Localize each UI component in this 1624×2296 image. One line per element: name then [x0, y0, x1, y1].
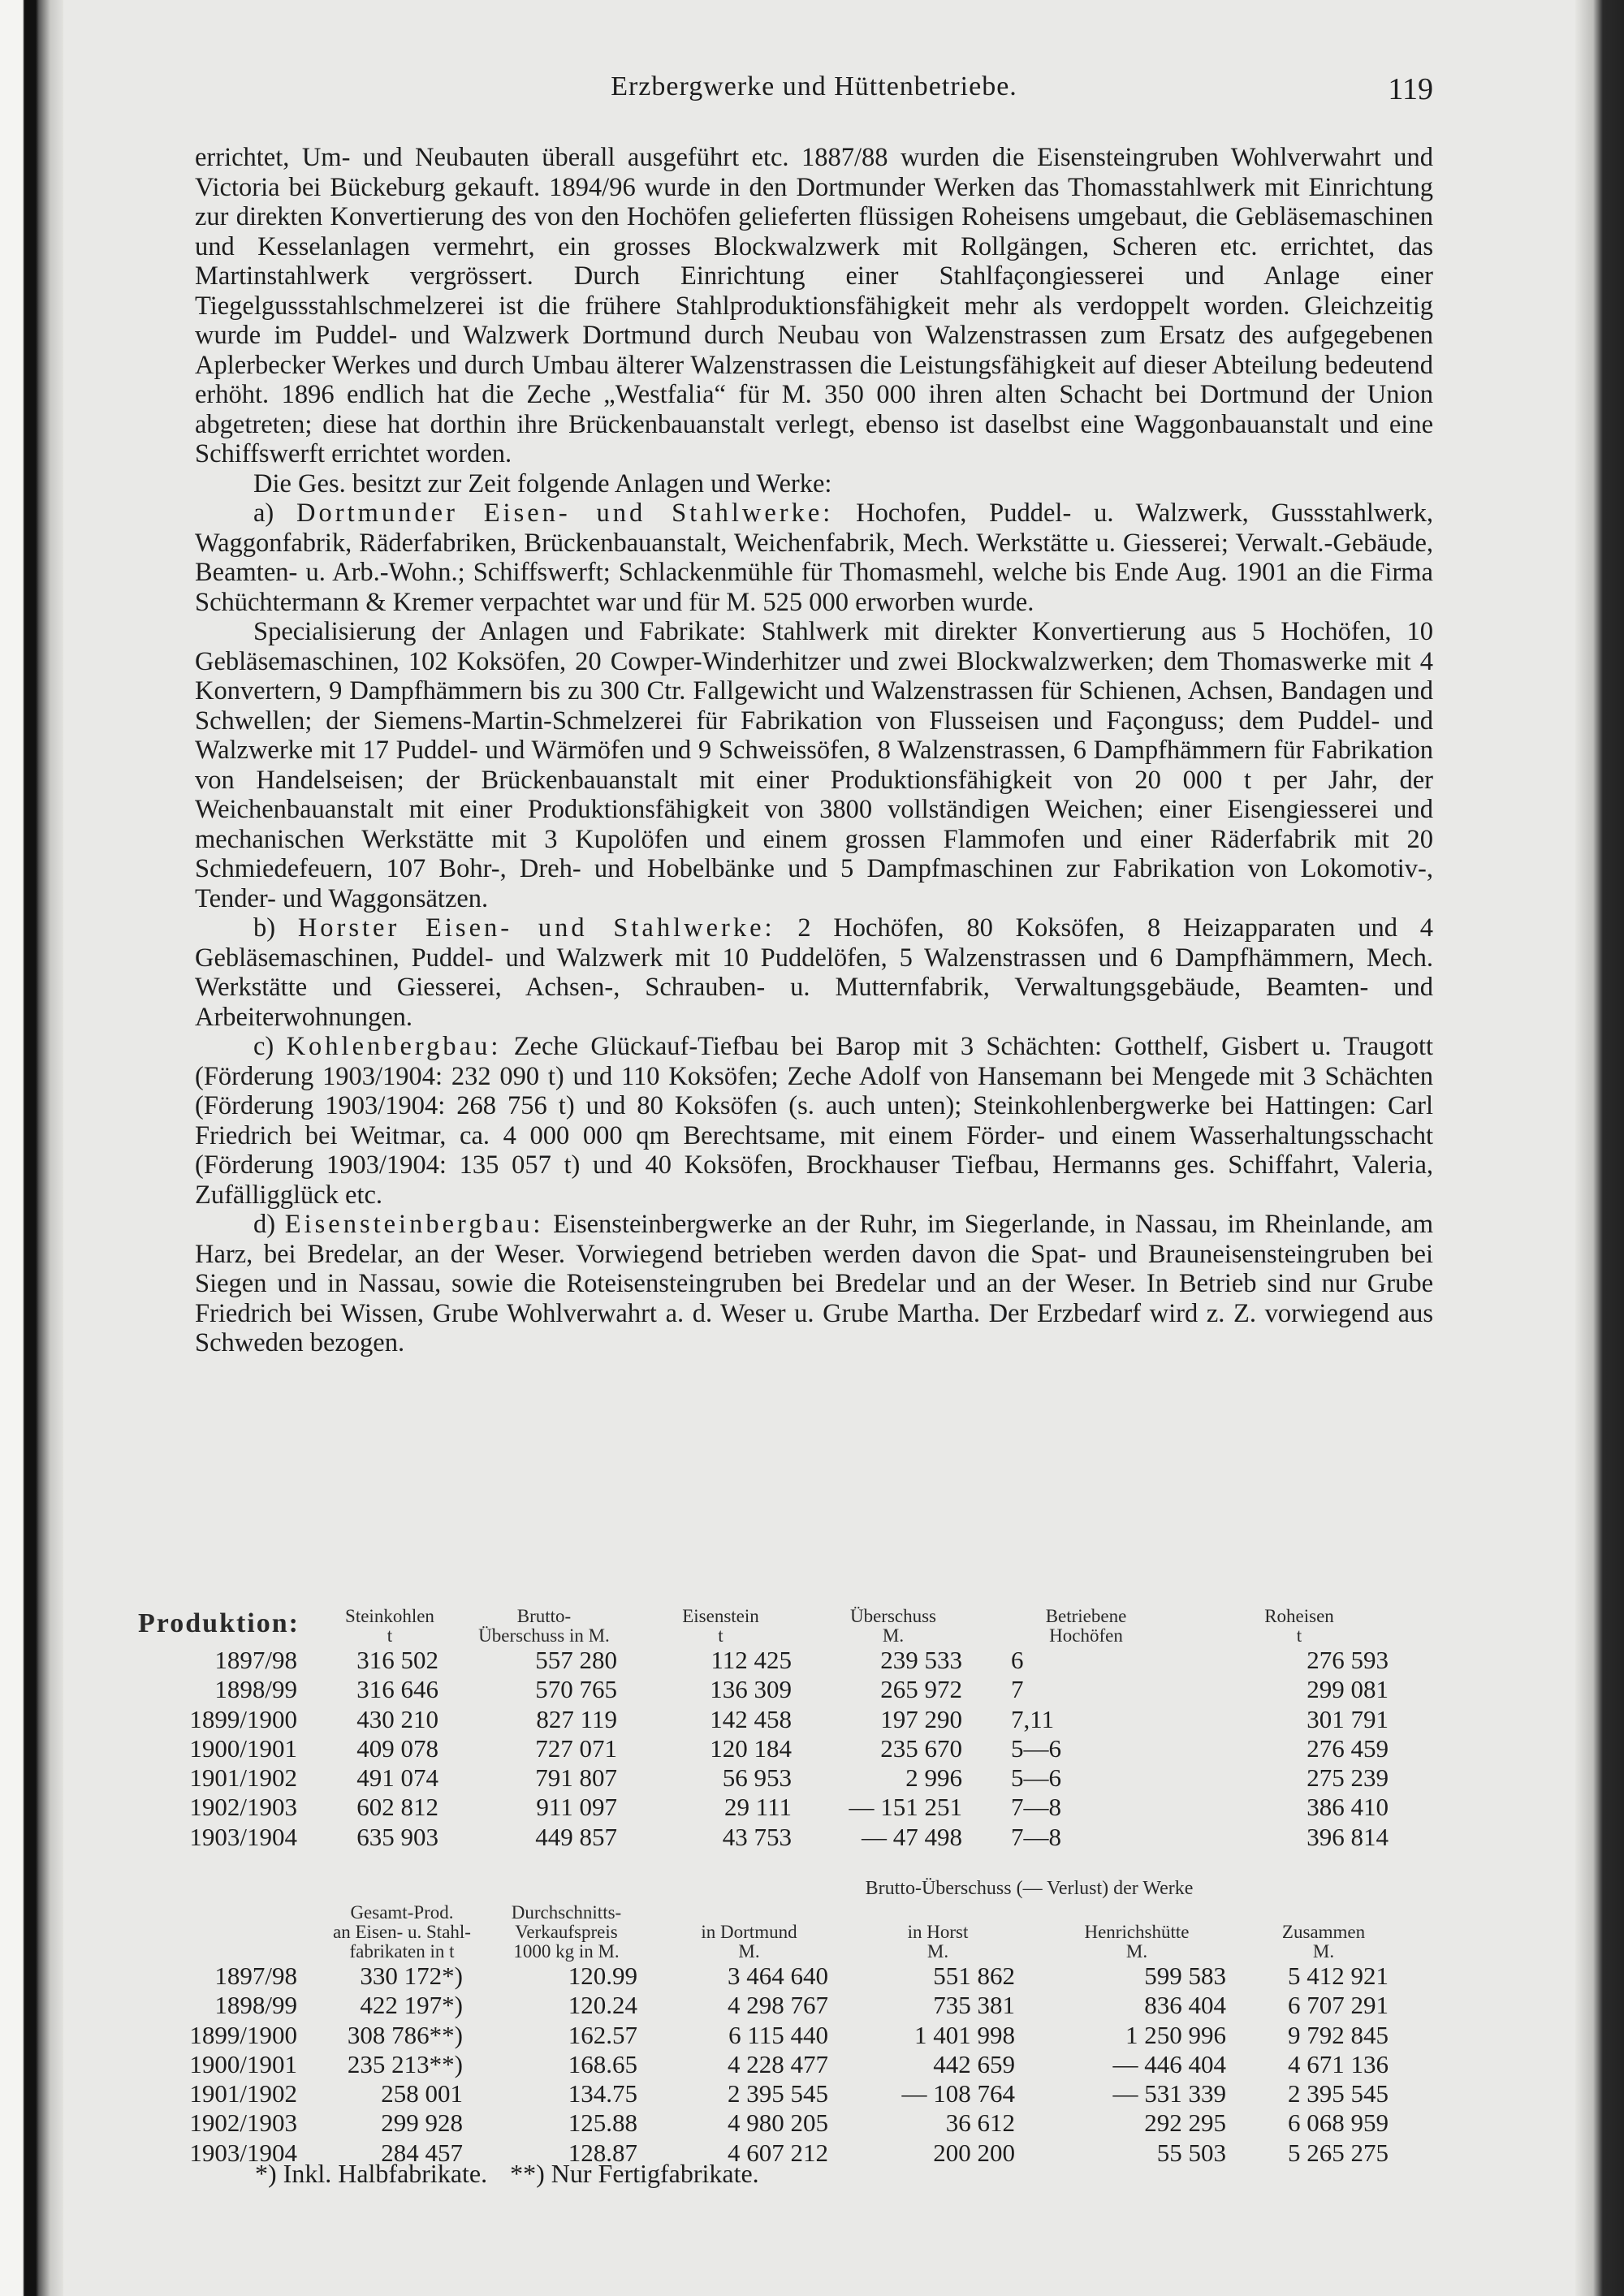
scan-left-edge [0, 0, 63, 2296]
table-row [138, 1962, 1405, 1991]
value-cell: — 531 339 [1112, 2079, 1226, 2108]
value-cell: 4 228 477 [728, 2049, 828, 2078]
value-cell: 791 807 [535, 1763, 617, 1793]
value-cell: 2 996 [905, 1763, 962, 1793]
column-header: Betriebene Hochöfen [1045, 1606, 1127, 1646]
year-cell: 1899/1900 [189, 2020, 297, 2049]
value-cell: 136 309 [710, 1675, 792, 1704]
value-cell: 29 111 [724, 1793, 792, 1822]
value-cell: 409 078 [356, 1733, 438, 1763]
value-cell: 442 659 [933, 2049, 1015, 2078]
value-cell: 162.57 [568, 2020, 637, 2049]
scan-right-edge [1575, 0, 1624, 2296]
value-cell: 635 903 [356, 1822, 438, 1851]
value-cell: 827 119 [536, 1704, 617, 1733]
value-cell: 200 200 [933, 2138, 1015, 2167]
value-cell: 112 425 [710, 1646, 792, 1674]
value-cell: 557 280 [535, 1646, 617, 1674]
value-cell: 727 071 [535, 1733, 617, 1763]
value-cell: 551 862 [933, 1962, 1015, 1990]
production-table [138, 1602, 1405, 1852]
value-cell: 6 115 440 [728, 2020, 828, 2049]
table-row [138, 2050, 1405, 2079]
group-header: Brutto-Überschuss (— Verlust) der Werke [865, 1878, 1194, 1899]
value-cell: — 151 251 [849, 1793, 962, 1822]
table-row [138, 1705, 1405, 1734]
paragraph: errichtet, Um- und Neubauten überall ausgeführt etc. 1887/88 wurden die Eisensteingruben Wohlverwahrt und Victoria bei Bückeburg gekauft. 1894/96 wurde in den Dortmunder Werken das Thomasstahlwerk mit Einrichtung zur direkten Konvertierung des von den Hochöfen gelieferten flüssigen Roheisens umgebaut, die Gebläsemaschinen und Kesselanlagen vermehrt, ein grosses Blockwalzwerk mit Rollgängen, Scheren etc. errichtet, das Martinstahlwerk vergrössert. Durch Einrichtung einer Stahlfaçongiesserei und Anlage einer Tiegelgussstahlschmelzerei ist die frühere Stahlproduktionsfähigkeit mehr als verdoppelt worden. Gleichzeitig wurde im Puddel- und Walzwerk Dortmund durch Neubau von Walzenstrassen zum Ersatz des aufgegebenen Aplerbecker Werkes und durch Umbau älterer Walzenstrassen die Leistungsfähigkeit auf dieser Abteilung bedeutend erhöht. 1896 endlich hat die Zeche „Westfalia“ für M. 350 000 ihren alten Schacht bei Dortmund der Union abgetreten; diese hat dorthin ihre Brückenbauanstalt verlegt, ebenso ist daselbst eine Waggonbauanstalt und eine Schiffswerft errichtet worden. [195, 143, 1433, 468]
column-header: Brutto- Überschuss in M. [478, 1606, 610, 1646]
column-header: in Horst M. [907, 1922, 969, 1962]
value-cell: 330 172*) [360, 1962, 463, 1990]
page-header [195, 71, 1433, 112]
value-cell: 258 001 [381, 2079, 463, 2108]
column-header: Zusammen M. [1281, 1922, 1366, 1962]
value-cell: 128.87 [568, 2138, 637, 2167]
value-cell: 422 197*) [360, 1991, 463, 2020]
value-cell: 275 239 [1307, 1763, 1389, 1793]
value-cell: 449 857 [535, 1822, 617, 1851]
footnote: *) Inkl. Halbfabrikate. [255, 2159, 488, 2188]
value-cell: 2 395 545 [1288, 2079, 1389, 2108]
column-header: in Dortmund M. [701, 1922, 797, 1962]
table-row [138, 1763, 1405, 1793]
value-cell: 292 295 [1144, 2108, 1226, 2138]
section-heading: Kohlenbergbau: [286, 1032, 502, 1061]
column-header: Überschuss M. [849, 1606, 937, 1646]
value-cell: 308 786**) [347, 2020, 463, 2049]
paragraph: Die Ges. besitzt zur Zeit folgende Anlagen und Werke: [253, 468, 832, 498]
table-row [138, 2079, 1405, 2108]
year-cell: 1898/99 [214, 1675, 297, 1704]
value-cell: 168.65 [568, 2049, 637, 2078]
value-cell: — 47 498 [862, 1822, 962, 1851]
value-cell: 265 972 [880, 1675, 962, 1704]
value-cell: 491 074 [356, 1763, 438, 1793]
column-header: Henrichshütte M. [1084, 1922, 1190, 1962]
year-cell: 1900/1901 [189, 2049, 297, 2078]
value-cell: 4 298 767 [728, 1991, 828, 2020]
year-cell: 1902/1903 [189, 2108, 297, 2138]
value-cell: 836 404 [1144, 1991, 1226, 2020]
value-cell: 4 980 205 [728, 2108, 828, 2138]
value-cell: 7 [1011, 1675, 1024, 1704]
profit-table [138, 1879, 1405, 2168]
section-heading: Eisensteinbergbau: [284, 1210, 544, 1239]
value-cell: 735 381 [933, 1991, 1015, 2020]
table-row [138, 1991, 1405, 2020]
table-row [138, 2021, 1405, 2050]
footnote: **) Nur Fertigfabrikate. [510, 2159, 759, 2188]
paragraph: Specialisierung der Anlagen und Fabrikate: Stahlwerk mit direkter Konvertierung aus 5 Hochöfen, 10 Gebläsemaschinen, 102 Koksöfen, 20 Cowper-Winderhitzer und zwei Blockwalzwerken; dem Thomaswerke mit 4 Konvertern, 9 Dampfhämmern bis zu 300 Ctr. Fallgewicht und Walzenstrassen für Schienen, Achsen, Bandagen und Schwellen; der Siemens-Martin-Schmelzerei für Fabrikation von Flusseisen und Façonguss; dem Puddel- und Walzwerke mit 17 Puddel- und Wärmöfen und 9 Schweissöfen, 8 Walzenstrassen, 6 Dampfhämmern für Fabrikation von Handelseisen; der Brückenbauanstalt mit einer Produktionsfähigkeit von 20 000 t per Jahr, der Weichenbauanstalt mit einer Produktionsfähigkeit von 3800 vollständigen Weichen; einer Eisengiesserei und mechanischen Werkstätte mit 3 Kupolöfen und einem grossen Flammofen und einer Räderfabrik mit 20 Schmiedefeuern, 107 Bohr-, Dreh- und Hobelbänke und 5 Dampfmaschinen zur Fabrikation von Lokomotiv-, Tender- und Waggonsätzen. [195, 617, 1433, 913]
value-cell: 235 213**) [347, 2049, 463, 2078]
value-cell: 120.99 [568, 1962, 637, 1990]
paragraph: b) Horster Eisen- und Stahlwerke: 2 Hochöfen, 80 Koksöfen, 8 Heizapparaten und 4 Gebläsemaschinen, Puddel- und Walzwerk mit 10 Puddelöfen, 5 Walzenstrassen und 6 Dampfhämmern, Mech. Werkstätte und Giesserei, Achsen-, Schrauben- u. Mutternfabrik, Verwaltungsgebäude, Beamten- und Arbeiterwohnungen. [195, 913, 1433, 1032]
value-cell: 276 593 [1307, 1646, 1389, 1674]
value-cell: 6 068 959 [1288, 2108, 1389, 2138]
value-cell: 6 707 291 [1288, 1991, 1389, 2020]
value-cell: 142 458 [710, 1704, 792, 1733]
paragraph: a) Dortmunder Eisen- und Stahlwerke: Hochofen, Puddel- u. Walzwerk, Gussstahlwerk, Waggonfabrik, Räderfabriken, Brückenbauanstalt, Weichenfabrik, Mech. Werkstätte u. Giesserei; Verwalt.-Gebäude, Beamten- u. Arb.-Wohn.; Schiffswerft; Schlackenmühle für Thomasmehl, welche bis Ende Aug. 1901 an die Firma Schüchtermann & Kremer verpachtet war und für M. 525 000 erworben wurde. [195, 498, 1434, 617]
value-cell: 55 503 [1156, 2138, 1226, 2167]
year-cell: 1903/1904 [189, 1822, 297, 1851]
paragraph: d) Eisensteinbergbau: Eisensteinbergwerke an der Ruhr, im Siegerlande, in Nassau, im Rheinlande, am Harz, bei Bredelar, an der Weser. Vorwiegend betrieben werden davon die Spat- und Brauneisensteingruben bei Siegen und in Nassau, sowie die Roteisensteingruben bei Bredelar und an der Weser. In Betrieb sind nur Grube Friedrich bei Wissen, Grube Wohlverwahrt a. d. Weser u. Grube Martha. Der Erzbedarf wird z. Z. vorwiegend aus Schweden bezogen. [195, 1210, 1433, 1357]
value-cell: 430 210 [356, 1704, 438, 1733]
value-cell: 911 097 [536, 1793, 617, 1822]
column-header: Roheisen t [1264, 1606, 1334, 1646]
value-cell: 197 290 [880, 1704, 962, 1733]
column-header: Eisenstein t [682, 1606, 759, 1646]
table-row [138, 1793, 1405, 1822]
production-label: Produktion: [138, 1608, 300, 1638]
value-cell: 7,11 [1011, 1704, 1055, 1733]
column-header: Steinkohlen t [345, 1606, 434, 1646]
year-cell: 1903/1904 [189, 2138, 297, 2167]
value-cell: 1 401 998 [914, 2020, 1015, 2049]
section-heading: Horster Eisen- und Stahlwerke: [297, 913, 775, 943]
year-cell: 1902/1903 [189, 1793, 297, 1822]
value-cell: 235 670 [880, 1733, 962, 1763]
value-cell: 6 [1011, 1646, 1024, 1674]
year-cell: 1901/1902 [189, 2079, 297, 2108]
value-cell: 386 410 [1307, 1793, 1389, 1822]
value-cell: 1 250 996 [1125, 2020, 1226, 2049]
value-cell: 5—6 [1011, 1763, 1061, 1793]
value-cell: 396 814 [1307, 1822, 1389, 1851]
value-cell: 5 265 275 [1288, 2138, 1389, 2167]
column-header: Gesamt-Prod. an Eisen- u. Stahl- fabrikaten in t [333, 1902, 471, 1962]
value-cell: 316 646 [356, 1675, 438, 1704]
year-cell: 1900/1901 [189, 1733, 297, 1763]
value-cell: 43 753 [722, 1822, 792, 1851]
year-cell: 1901/1902 [189, 1763, 297, 1793]
value-cell: 602 812 [356, 1793, 438, 1822]
value-cell: 299 081 [1307, 1675, 1389, 1704]
value-cell: 276 459 [1307, 1733, 1389, 1763]
value-cell: 7—8 [1011, 1793, 1061, 1822]
running-title: Erzbergwerke und Hüttenbetriebe. [611, 71, 1017, 101]
footnotes [255, 2159, 759, 2189]
value-cell: 7—8 [1011, 1822, 1061, 1851]
value-cell: 2 395 545 [728, 2079, 828, 2108]
value-cell: 36 612 [945, 2108, 1015, 2138]
page-number: 119 [1388, 72, 1433, 106]
value-cell: 3 464 640 [728, 1962, 828, 1990]
paragraph: c) Kohlenbergbau: Zeche Glückauf-Tiefbau bei Barop mit 3 Schächten: Gotthelf, Gisbert u. Traugott (Förderung 1903/1904: 232 090 t) und 110 Koksöfen; Zeche Adolf von Hansemann bei Mengede mit 3 Schächten (Förderung 1903/1904: 268 756 t) und 80 Koksöfen (s. auch unten); Steinkohlenbergwerke bei Hattingen: Carl Friedrich bei Weitmar, ca. 4 000 000 qm Berechtsame, mit einem Förder- und einem Wasserhaltungsschacht (Förderung 1903/1904: 135 057 t) und 40 Koksöfen, Brockhauser Tiefbau, Hermanns ges. Schiffahrt, Valeria, Zufälligglück etc. [195, 1032, 1433, 1210]
table-row [138, 1734, 1405, 1763]
year-cell: 1898/99 [214, 1991, 297, 2020]
value-cell: 4 671 136 [1288, 2049, 1389, 2078]
value-cell: 284 457 [381, 2138, 463, 2167]
value-cell: 570 765 [535, 1675, 617, 1704]
value-cell: 125.88 [568, 2108, 637, 2138]
year-cell: 1897/98 [214, 1962, 297, 1990]
body-text [195, 143, 1433, 1358]
value-cell: 120.24 [568, 1991, 637, 2020]
value-cell: 5—6 [1011, 1733, 1061, 1763]
value-cell: 5 412 921 [1288, 1962, 1389, 1990]
value-cell: 599 583 [1144, 1962, 1226, 1990]
value-cell: — 446 404 [1112, 2049, 1226, 2078]
table-row [138, 2108, 1405, 2138]
value-cell: 120 184 [710, 1733, 792, 1763]
section-heading: Dortmunder Eisen- und Stahlwerke: [296, 498, 834, 528]
value-cell: 316 502 [356, 1646, 438, 1674]
value-cell: 9 792 845 [1288, 2020, 1389, 2049]
value-cell: 301 791 [1307, 1704, 1389, 1733]
year-cell: 1897/98 [214, 1646, 297, 1674]
value-cell: — 108 764 [901, 2079, 1015, 2108]
year-cell: 1899/1900 [189, 1704, 297, 1733]
column-header: Durchschnitts- Verkaufspreis 1000 kg in M. [511, 1902, 622, 1962]
value-cell: 299 928 [381, 2108, 463, 2138]
value-cell: 239 533 [880, 1646, 962, 1674]
value-cell: 56 953 [722, 1763, 792, 1793]
table-row [138, 1823, 1405, 1852]
table-row [138, 1675, 1405, 1704]
table-row [138, 1646, 1405, 1675]
value-cell: 4 607 212 [728, 2138, 828, 2167]
value-cell: 134.75 [568, 2079, 637, 2108]
